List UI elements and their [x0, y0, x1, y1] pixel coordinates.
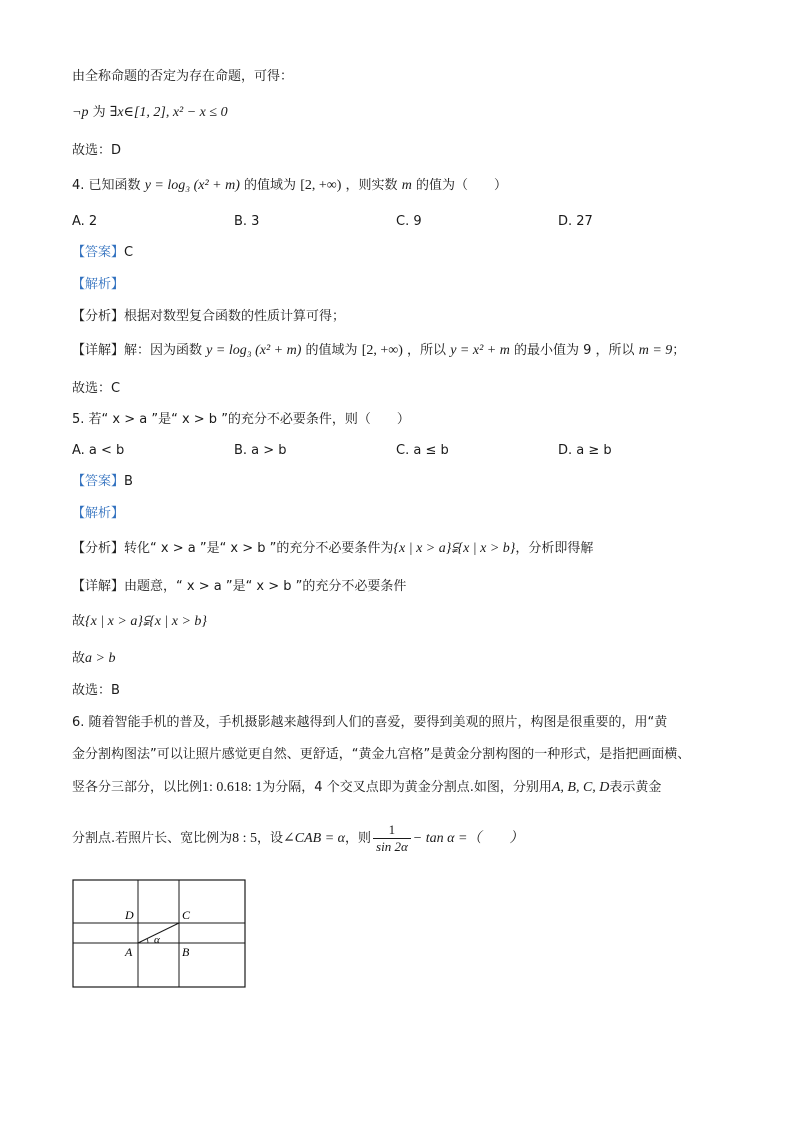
fenxi-tag: 【分析】 — [72, 541, 125, 556]
option-b: B. a > b — [234, 443, 287, 458]
text: 的最小值为 — [513, 343, 579, 358]
math-expr: {x | x > a}⫋{x | x > b} — [393, 541, 516, 556]
text: 竖各分三部分，以比例 — [72, 780, 203, 795]
text: 表示黄金 — [609, 780, 662, 795]
math-expr: m = 9 — [638, 343, 673, 358]
choice-line: 故选：C — [72, 381, 121, 396]
fenxi-tag: 【分析】 — [72, 309, 125, 324]
answer-value: B — [124, 474, 133, 489]
angle-arc — [147, 939, 148, 943]
jiexi-tag: 【解析】 — [72, 277, 125, 292]
option-a: A. a < b — [72, 443, 125, 458]
question-4-stem — [72, 177, 507, 195]
answer-line — [72, 473, 133, 491]
text: ，所以 — [595, 343, 635, 358]
fraction — [373, 822, 411, 855]
text: ； — [672, 343, 686, 358]
math-expr: − tan α =（ ） — [412, 831, 524, 846]
text: 故 — [72, 614, 86, 629]
math-expr: 8 : 5 — [232, 831, 258, 846]
text: ，所以 — [407, 343, 447, 358]
text: 分割点.若照片长、宽比例为 — [72, 831, 233, 846]
choice-line: 故选：D — [72, 143, 122, 158]
text: 4. 已知函数 — [72, 178, 141, 193]
choice-line: 故选：B — [72, 683, 120, 698]
xiangjie-line — [72, 578, 406, 596]
math-var: m — [401, 178, 412, 193]
question-6-line-4 — [72, 820, 523, 858]
question-5-stem: 5. 若“ x > a ”是“ x > b ”的充分不必要条件，则（ ） — [72, 412, 410, 427]
text: ，设 — [257, 831, 284, 846]
math-expr: 1: 0.618: 1 — [202, 780, 263, 795]
answer-line — [72, 244, 133, 262]
text: 的值为（ ） — [415, 178, 507, 193]
question-6-line-2: 金分割构图法”可以让照片感觉更自然、更舒适，“黄金九宫格”是黄金分割构图的一种形式，是指把画面横、 — [72, 747, 691, 762]
math-expr: [2, +∞) — [361, 343, 403, 358]
text-line — [72, 650, 115, 668]
math-expr: y = log₃ (x² + m) — [206, 343, 302, 358]
question-6-line-3 — [72, 779, 661, 797]
label-alpha: α — [154, 934, 160, 946]
answer-value: C — [124, 245, 134, 260]
fraction-numerator: 1 — [373, 822, 411, 839]
not-p: ¬p — [72, 105, 89, 120]
text: 转化“ x > a ”是“ x > b ”的充分不必要条件为 — [124, 541, 394, 556]
math-value: 9 — [583, 343, 592, 358]
answer-tag: 【答案】 — [72, 474, 125, 489]
label-d: D — [125, 908, 134, 922]
option-d: D. a ≥ b — [558, 443, 612, 458]
text: ，则实数 — [345, 178, 398, 193]
xiangjie-tag: 【详解】 — [72, 343, 125, 358]
math-expr: y = x² + m — [450, 343, 510, 358]
text: ，则 — [345, 831, 372, 846]
option-b: B. 3 — [234, 214, 260, 229]
xiangjie-tag: 【详解】 — [72, 579, 125, 594]
fenxi-line — [72, 308, 345, 326]
xiangjie-line — [72, 342, 685, 360]
text: 的值域为 — [244, 178, 297, 193]
text: 的值域为 — [305, 343, 358, 358]
math-expr: y = log₃ (x² + m) — [144, 178, 240, 193]
question-6-line-1: 6. 随着智能手机的普及，手机摄影越来越得到人们的喜爱，要得到美观的照片，构图是很重要的，用“黄 — [72, 715, 668, 730]
text-line — [72, 613, 207, 631]
text: 解：因为函数 — [124, 343, 203, 358]
text: 为 — [92, 105, 106, 120]
text-line: 由全称命题的否定为存在命题，可得： — [72, 69, 294, 84]
fenxi-line — [72, 540, 593, 558]
option-a: A. 2 — [72, 214, 98, 229]
math-expr: [2, +∞) — [300, 178, 342, 193]
fraction-denominator: sin 2α — [376, 839, 408, 854]
text-line — [72, 104, 228, 122]
math-expr: ∃x∈[1, 2], x² − x ≤ 0 — [109, 105, 228, 120]
label-c: C — [182, 908, 191, 922]
text: 故 — [72, 651, 86, 666]
math-expr: {x | x > a}⫋{x | x > b} — [85, 614, 208, 629]
math-expr: ∠CAB = α — [283, 831, 346, 846]
math-expr: a > b — [85, 651, 116, 666]
math-expr: A, B, C, D — [551, 780, 610, 795]
label-b: B — [182, 945, 190, 959]
answer-tag: 【答案】 — [72, 245, 125, 260]
text: 根据对数型复合函数的性质计算可得； — [124, 309, 346, 324]
golden-grid-figure — [70, 877, 250, 991]
option-c: C. a ≤ b — [396, 443, 449, 458]
text: 由题意，“ x > a ”是“ x > b ”的充分不必要条件 — [124, 579, 407, 594]
label-a: A — [125, 945, 133, 959]
text: 为分隔，4 个交叉点即为黄金分割点.如图，分别用 — [262, 780, 552, 795]
option-c: C. 9 — [396, 214, 422, 229]
text: ，分析即得解 — [515, 541, 594, 556]
jiexi-tag: 【解析】 — [72, 506, 125, 521]
option-d: D. 27 — [558, 214, 593, 229]
